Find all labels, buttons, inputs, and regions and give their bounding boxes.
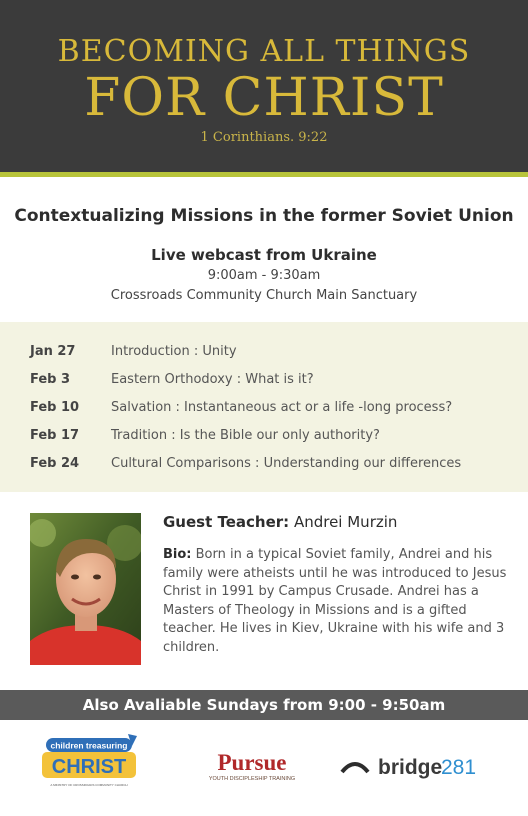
webcast-label: Live webcast from Ukraine: [151, 246, 377, 264]
ctc-main-text: CHRIST: [51, 756, 127, 778]
bio-label: Bio:: [163, 547, 192, 562]
sunday-availability-banner: Also Avaliable Sundays from 9:00 - 9:50am: [0, 690, 528, 720]
schedule-row: [0, 400, 528, 420]
schedule-date: Feb 24: [30, 456, 80, 471]
schedule-date: Feb 10: [30, 400, 80, 415]
schedule-date: Jan 27: [30, 344, 76, 359]
event-time: 9:00am - 9:30am: [207, 268, 321, 283]
children-treasuring-christ-logo: [38, 732, 140, 790]
teacher-photo: [30, 513, 141, 665]
schedule-list: [0, 322, 528, 492]
bio-text: Born in a typical Soviet family, Andrei and his family were atheists until he was introduced to Jesus Christ in 1991 by Campus Crusade. Andrei has a Masters of Theology in Missions and is a gifted teacher. He lives in Kiev, Ukraine with his wife and 3 children.: [163, 547, 507, 655]
guest-teacher-label: Guest Teacher:: [163, 513, 290, 531]
bridge-word: bridge: [378, 756, 443, 779]
title-line-2: FOR CHRIST: [84, 68, 444, 128]
teacher-bio: [163, 546, 508, 658]
schedule-topic: Cultural Comparisons : Understanding our differences: [111, 456, 462, 471]
guest-teacher-heading: [163, 513, 397, 531]
event-location: Crossroads Community Church Main Sanctuary: [110, 288, 418, 303]
header-accent-stripe: [0, 172, 528, 177]
bridge281-logo: [340, 752, 490, 780]
schedule-row: [0, 372, 528, 392]
bridge-number: 281: [441, 756, 477, 779]
series-subtitle: Contextualizing Missions in the former Soviet Union: [14, 206, 514, 226]
schedule-topic: Eastern Orthodoxy : What is it?: [111, 372, 314, 387]
schedule-topic: Salvation : Instantaneous act or a life -long process?: [111, 400, 453, 415]
title-line-1: BECOMING ALL THINGS: [57, 34, 471, 69]
bridge-arch-icon: [342, 764, 368, 772]
ctc-tagline: A MINISTRY OF CROSSROADS COMMUNITY CHURCH: [50, 783, 128, 787]
schedule-row: [0, 456, 528, 476]
pursue-logo: [200, 750, 304, 784]
guest-teacher-name: Andrei Murzin: [293, 513, 398, 531]
pursue-main-text: Pursue: [217, 750, 287, 775]
scripture-reference: 1 Corinthians. 9:22: [200, 130, 328, 145]
pursue-tagline: YOUTH DISCIPLESHIP TRAINING: [208, 776, 296, 782]
schedule-row: [0, 428, 528, 448]
teacher-portrait-illustration: [30, 513, 141, 665]
header-banner: [0, 0, 528, 172]
schedule-topic: Introduction : Unity: [111, 344, 237, 359]
schedule-topic: Tradition : Is the Bible our only authority?: [111, 428, 380, 443]
ctc-top-text: children treasuring: [50, 740, 128, 751]
schedule-date: Feb 17: [30, 428, 80, 443]
schedule-date: Feb 3: [30, 372, 71, 387]
schedule-row: [0, 344, 528, 364]
